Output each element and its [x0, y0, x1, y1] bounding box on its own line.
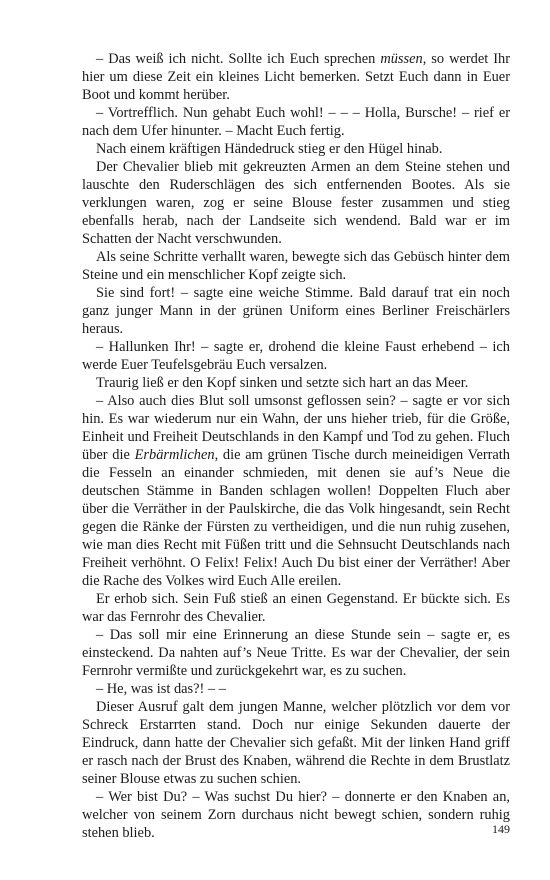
- paragraph: [82, 698, 510, 788]
- text-run: Dieser Ausruf galt dem jungen Manne, welcher plötzlich vor dem vor Schreck Erstarrten stand. Doch nur einige Sekunden dauerte der Eindruck, dann hatte der Chevalier sich gefaßt. Mit der linken Hand griff er rasch nach der Brust des Knaben, während die Rechte in dem Brustlatz seiner Blouse etwas zu suchen schien.: [82, 699, 510, 787]
- text-run: , die am grünen Tische durch meineidigen Verrath die Fesseln an einander schmieden, mit denen sie auf’s Neue die deutschen Stämme in Banden schlagen wollen! Doppelten Fluch aber über die Verräther in der Paulskirche, die das Volk hingesandt, sein Recht gegen die Ränke der Fürsten zu vertheidigen, und die nun ruhig zusehen, wie man dies Recht mit Füßen tritt und die Sehnsucht Deutschlands nach Freiheit verhöhnt. O Felix! Felix! Auch Du bist einer der Verräther! Aber die Rache des Volkes wird Euch Alle ereilen.: [82, 447, 510, 589]
- text-run: – Wer bist Du? – Was suchst Du hier? – donnerte er den Knaben an, welcher von seinem Zorn durchaus nicht bewegt schien, sondern ruhig stehen blieb.: [82, 789, 510, 841]
- text-run: – Also auch dies Blut soll umsonst geflossen sein? – sagte er vor sich hin. Es war wiederum nur ein Wahn, der uns hieher trieb, für die Größe, Einheit und Freiheit Deutschlands in den Kampf und Tod zu gehen. Fluch über die: [82, 393, 510, 463]
- paragraph: [82, 248, 510, 284]
- paragraph: [82, 626, 510, 680]
- paragraph: [82, 590, 510, 626]
- text-run: – Das weiß ich nicht. Sollte ich Euch sprechen: [96, 51, 381, 67]
- paragraph: [82, 680, 510, 698]
- emphasis-text: Erbärmlichen: [134, 447, 215, 463]
- text-run: Sie sind fort! – sagte eine weiche Stimme. Bald darauf trat ein noch ganz junger Mann in der grünen Uniform eines Berliner Freischärlers heraus.: [82, 285, 510, 337]
- text-run: , so werdet Ihr hier um diese Zeit ein kleines Licht bemerken. Setzt Euch dann in Euer Boot und kommt herüber.: [82, 51, 510, 103]
- page-body: [82, 50, 510, 842]
- text-run: – Hallunken Ihr! – sagte er, drohend die kleine Faust erhebend – ich werde Euer Teufelsgebräu Euch versalzen.: [82, 339, 510, 373]
- page-number: 149: [492, 822, 510, 836]
- text-run: Traurig ließ er den Kopf sinken und setzte sich hart an das Meer.: [96, 375, 469, 391]
- text-run: Nach einem kräftigen Händedruck stieg er den Hügel hinab.: [96, 141, 443, 157]
- emphasis-text: müssen: [380, 51, 423, 67]
- text-run: – He, was ist das?! – –: [96, 681, 226, 697]
- paragraph: [82, 788, 510, 842]
- paragraph: [82, 374, 510, 392]
- paragraph: [82, 392, 510, 590]
- paragraph: [82, 284, 510, 338]
- text-run: – Das soll mir eine Erinnerung an diese Stunde sein – sagte er, es einsteckend. Da nahten auf’s Neue Tritte. Es war der Chevalier, der sein Fernrohr vermißte und zurückgekehrt war, es zu suchen.: [82, 627, 510, 679]
- paragraph: [82, 140, 510, 158]
- paragraph: [82, 158, 510, 248]
- text-run: Als seine Schritte verhallt waren, bewegte sich das Gebüsch hinter dem Steine und ein menschlicher Kopf zeigte sich.: [82, 249, 510, 283]
- paragraph: [82, 104, 510, 140]
- paragraph: [82, 338, 510, 374]
- text-run: Er erhob sich. Sein Fuß stieß an einen Gegenstand. Er bückte sich. Es war das Fernrohr des Chevalier.: [82, 591, 510, 625]
- text-run: Der Chevalier blieb mit gekreuzten Armen an dem Steine stehen und lauschte den Ruderschlägen des sich entfernenden Bootes. Als sie verklungen waren, zog er seine Blouse fester zusammen und stieg ebenfalls herab, nach der Landseite sich wendend. Bald war er im Schatten der Nacht verschwunden.: [82, 159, 510, 247]
- text-run: – Vortrefflich. Nun gehabt Euch wohl! – – – Holla, Bursche! – rief er nach dem Ufer hinunter. – Macht Euch fertig.: [82, 105, 510, 139]
- paragraph: [82, 50, 510, 104]
